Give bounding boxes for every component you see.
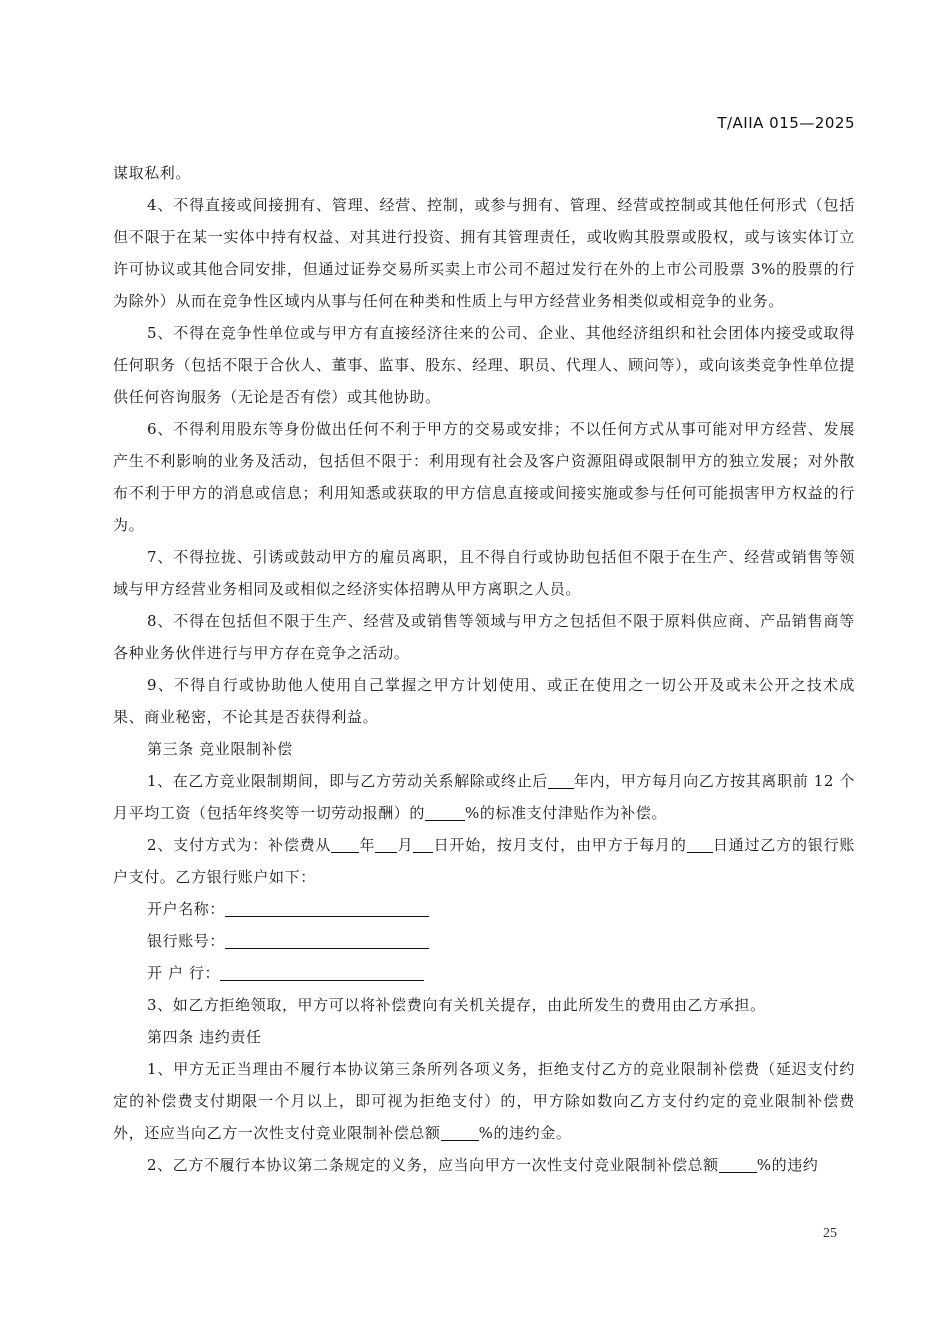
article-4-clause-2-text-a: 2、乙方不履行本协议第二条规定的义务，应当向甲方一次性支付竞业限制补偿总额 [147,1156,719,1174]
article-3-clause-1-text-c: %的标准支付津贴作为补偿。 [465,804,668,822]
article-3-clause-3: 3、如乙方拒绝领取，甲方可以将补偿费向有关机关提存，由此所发生的费用由乙方承担。 [147,996,766,1014]
document-body [113,157,855,1181]
account-bank-label: 开 户 行： [147,964,221,982]
percent-blank[interactable] [425,802,465,821]
start-year-blank[interactable] [331,834,359,853]
article-4-clause-1 [113,1053,855,1149]
article-3-clause-2-text-a: 2、支付方式为：补偿费从 [147,836,332,854]
article-3-clause-2-text-b: 年 [359,836,376,854]
account-bank-row [113,957,855,989]
article-4-clause-1-text-a: 1、甲方无正当理由不履行本协议第三条所列各项义务，拒绝支付乙方的竞业限制补偿费（延迟支付约定的补偿费支付期限一个月以上，即可视为拒绝支付）的，甲方除如数向乙方支付约定的竞业限制补偿费外，还应当向乙方一次性支付竞业限制补偿总额 [113,1060,855,1142]
penalty-percent-blank-2[interactable] [719,1154,757,1173]
years-blank[interactable] [548,770,574,789]
account-name-label: 开户名称： [147,900,226,918]
clause-9: 9、不得自行或协助他人使用自己掌握之甲方计划使用、或正在使用之一切公开及或未公开之技术成果、商业秘密，不论其是否获得利益。 [113,676,855,726]
article-3-clause-1-text-b: 年内，甲方每月向乙方按其离职前 12 个月平均工资（包括年终奖等一切劳动报酬）的 [113,772,855,822]
article-3-clause-2-text-c: 月 [397,836,414,854]
clause-6: 6、不得利用股东等身份做出任何不利于甲方的交易或安排；不以任何方式从事可能对甲方经营、发展产生不利影响的业务及活动，包括但不限于：利用现有社会及客户资源阻碍或限制甲方的独立发展；对外散布不利于甲方的消息或信息；利用知悉或获取的甲方信息直接或间接实施或参与任何可能损害甲方权益的行为。 [113,420,855,534]
clause-5: 5、不得在竞争性单位或与甲方有直接经济往来的公司、企业、其他经济组织和社会团体内接受或取得任何职务（包括不限于合伙人、董事、监事、股东、经理、职员、代理人、顾问等），或向该类竞争性单位提供任何咨询服务（无论是否有偿）或其他协助。 [113,324,855,406]
article-3-clause-2-text-d: 日开始，按月支付，由甲方于每月的 [433,836,687,854]
paragraph-continuation: 谋取私利。 [113,164,192,182]
page-number: 25 [823,1226,837,1241]
article-3-heading: 第三条 竞业限制补偿 [147,740,293,758]
account-name-blank[interactable] [225,898,429,917]
account-number-row [113,925,855,957]
article-4-clause-2-text-b: %的违约 [756,1156,819,1174]
article-4-clause-2 [113,1149,855,1181]
account-name-row [113,893,855,925]
account-number-blank[interactable] [225,930,429,949]
article-3-clause-2 [113,829,855,893]
article-3-clause-1 [113,765,855,829]
penalty-percent-blank[interactable] [441,1122,479,1141]
start-day-blank[interactable] [413,834,433,853]
clause-8: 8、不得在包括但不限于生产、经营及或销售等领域与甲方之包括但不限于原料供应商、产品销售商等各种业务伙伴进行与甲方存在竞争之活动。 [113,612,855,662]
clause-7: 7、不得拉拢、引诱或鼓动甲方的雇员离职，且不得自行或协助包括但不限于在生产、经营或销售等领域与甲方经营业务相同及或相似之经济实体招聘从甲方离职之人员。 [113,548,855,598]
document-code: T/AIIA 015—2025 [717,114,855,132]
account-bank-blank[interactable] [220,962,424,981]
account-number-label: 银行账号： [147,932,226,950]
article-3-clause-2-text-e: 日通过乙方的银行账户支付。乙方银行账户如下： [113,836,855,886]
article-4-heading: 第四条 违约责任 [147,1028,262,1046]
clause-4: 4、不得直接或间接拥有、管理、经营、控制，或参与拥有、管理、经营或控制或其他任何形式（包括但不限于在某一实体中持有权益、对其进行投资、拥有其管理责任，或收购其股票或股权，或与该实体订立许可协议或其他合同安排，但通过证券交易所买卖上市公司不超过发行在外的上市公司股票 3%的股票的行为除外）从而在竞争性区域内从事与任何在种类和性质上与甲方经营业务相类似或相竞争的业务。 [113,196,855,310]
pay-day-blank[interactable] [687,834,713,853]
start-month-blank[interactable] [375,834,397,853]
article-4-clause-1-text-b: %的违约金。 [478,1124,572,1142]
article-3-clause-1-text-a: 1、在乙方竞业限制期间，即与乙方劳动关系解除或终止后 [147,772,548,790]
